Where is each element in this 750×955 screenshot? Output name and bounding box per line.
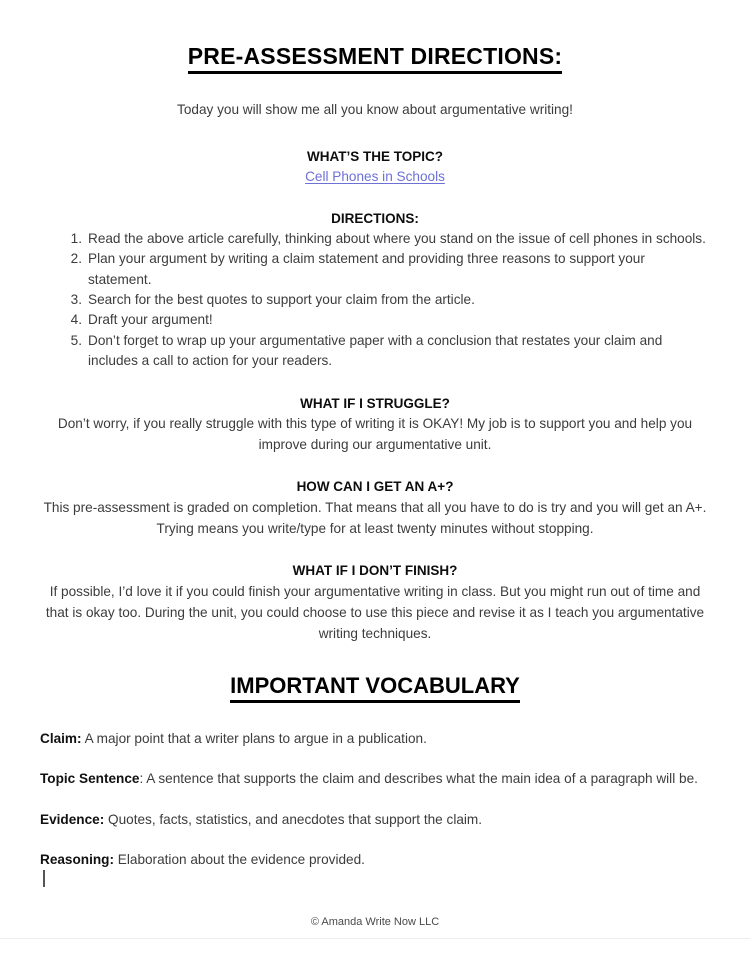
struggle-heading: WHAT IF I STRUGGLE? xyxy=(300,395,450,411)
list-item-text: Search for the best quotes to support your claim from the article. xyxy=(88,292,475,308)
grade-heading: HOW CAN I GET AN A+? xyxy=(296,479,454,495)
list-item-number: 5. xyxy=(70,332,82,348)
list-item-number: 3. xyxy=(70,292,82,308)
list-item xyxy=(40,331,710,372)
finish-heading: WHAT IF I DON’T FINISH? xyxy=(292,562,458,578)
vocabulary-term: Reasoning: xyxy=(40,852,115,868)
page-title xyxy=(40,0,710,74)
vocabulary-entry-claim xyxy=(40,729,710,749)
list-item-text: Draft your argument! xyxy=(88,312,213,328)
topic-link-row xyxy=(40,166,710,187)
footer-copyright: © Amanda Write Now LLC xyxy=(310,916,440,929)
vocabulary-term: Evidence: xyxy=(40,811,105,827)
list-item xyxy=(40,310,710,330)
page-bottom-edge xyxy=(0,938,750,955)
list-item-number: 4. xyxy=(70,312,82,328)
list-item-number: 1. xyxy=(70,230,82,246)
grade-body: This pre-assessment is graded on completion. That means that all you have to do is try and you will get an A+. Trying means you write/type for at least twenty minutes without stopping. xyxy=(43,499,707,536)
struggle-body: Don’t worry, if you really struggle with this type of writing it is OKAY! My job is to support you and help you improve during our argumentative unit. xyxy=(57,416,693,453)
vocabulary-entry-evidence xyxy=(40,810,710,830)
vocabulary-definition: : A sentence that supports the claim and describes what the main idea of a paragraph will be. xyxy=(139,771,698,787)
list-item-text: Plan your argument by writing a claim statement and providing three reasons to support your statement. xyxy=(88,251,645,287)
vocabulary-definition: A major point that a writer plans to argue in a publication. xyxy=(81,730,427,746)
finish-body: If possible, I’d love it if you could finish your argumentative writing in class. But you might run out of time and that is okay too. During the unit, you could choose to use this piece and revise it as I teach you argumentative writing techniques. xyxy=(45,583,705,641)
list-item-number: 2. xyxy=(70,251,82,267)
vocabulary-heading-text: IMPORTANT VOCABULARY xyxy=(230,674,520,703)
list-item-text: Read the above article carefully, thinking about where you stand on the issue of cell phones in schools. xyxy=(88,230,706,246)
directions-heading: DIRECTIONS: xyxy=(331,211,419,227)
vocabulary-entry-topic-sentence xyxy=(40,769,710,789)
page-title-text: PRE-ASSESSMENT DIRECTIONS: xyxy=(188,44,563,74)
list-item xyxy=(40,229,710,249)
list-item-text: Don’t forget to wrap up your argumentative paper with a conclusion that restates your claim and includes a call to action for your readers. xyxy=(88,332,663,369)
list-item xyxy=(40,249,710,290)
text-cursor[interactable] xyxy=(43,870,45,887)
list-item xyxy=(40,290,710,310)
topic-heading: WHAT’S THE TOPIC? xyxy=(307,148,443,164)
vocabulary-definition: Elaboration about the evidence provided. xyxy=(114,852,365,868)
vocabulary-term: Topic Sentence xyxy=(40,771,140,787)
topic-article-link[interactable]: Cell Phones in Schools xyxy=(305,169,445,185)
vocabulary-heading xyxy=(40,674,710,703)
vocabulary-definition: Quotes, facts, statistics, and anecdotes that support the claim. xyxy=(104,811,483,827)
directions-list xyxy=(40,229,710,372)
vocabulary-entry-reasoning xyxy=(40,850,710,870)
vocabulary-term: Claim: xyxy=(40,730,82,746)
intro-paragraph: Today you will show me all you know about argumentative writing! xyxy=(177,102,573,118)
